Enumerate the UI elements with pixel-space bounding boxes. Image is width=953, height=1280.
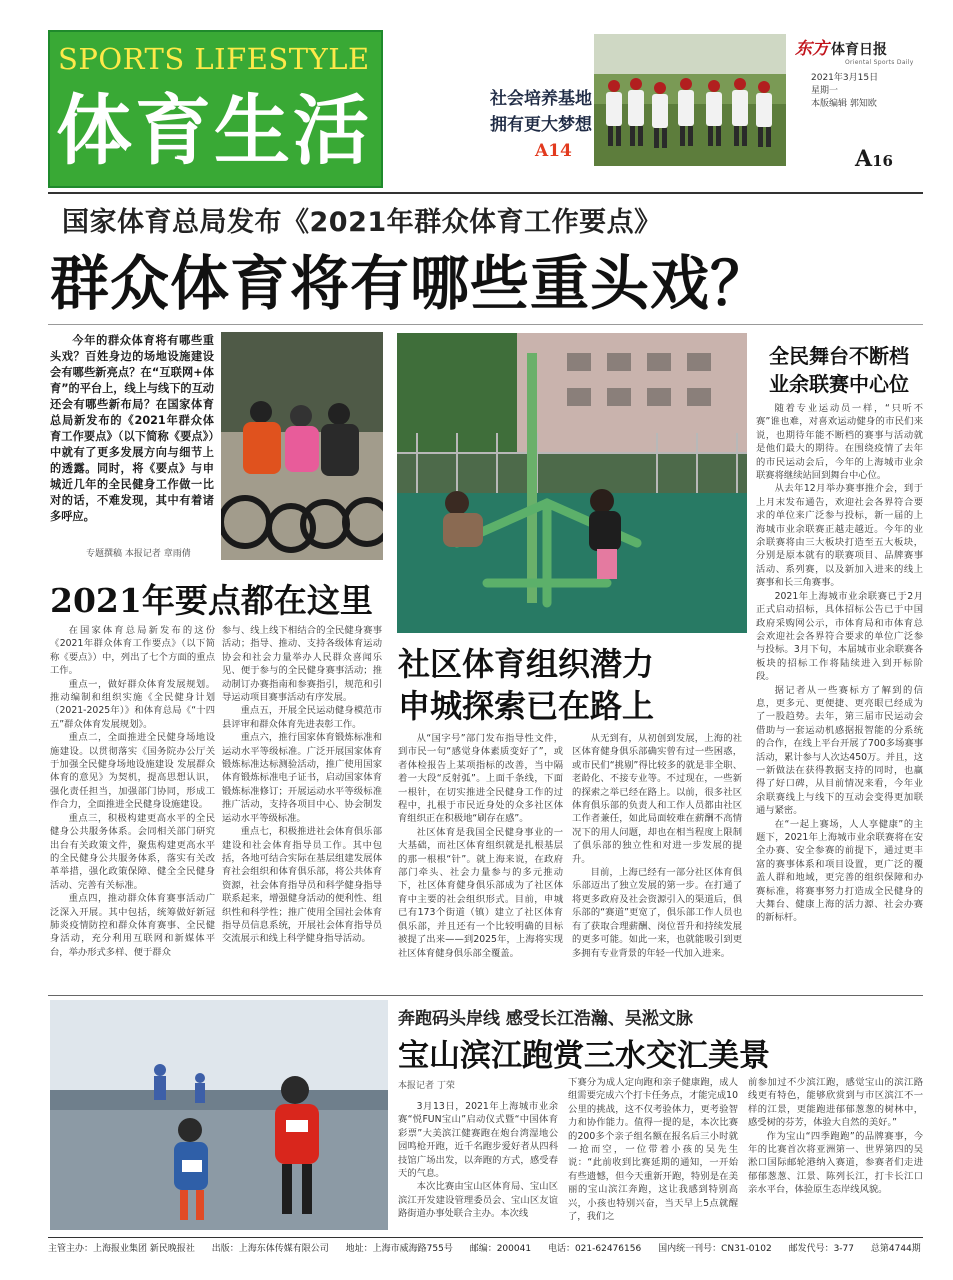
teaser-block[interactable] (392, 86, 592, 138)
top-divider (48, 192, 923, 194)
photo-runners (50, 1000, 388, 1230)
footer-postcode: 邮编：200041 (469, 1244, 532, 1254)
footer (48, 1241, 923, 1254)
section4-column-1 (398, 1100, 558, 1221)
paper-editors: 本版编辑 郭知欧 (811, 99, 877, 109)
paragraph: 3月13日，2021年上海城市业余赛“悦FUN宝山”启动仪式暨“中国体育彩票”大美滨江健赛跑在炮台湾湿地公园鸣枪开跑，近千名跑步爱好者从四科技馆广场出发，以奔跑的方式，感受春天的气息。 (398, 1101, 558, 1180)
paragraph: 在国家体育总局新发布的这份《2021年群众体育工作要点》（以下简称《要点》）中，列出了七个方面的重点工作。 (50, 625, 215, 677)
paragraph: 从去年12月举办赛事推介会，到于上月末发布通告，欢迎社会各界符合要求的单位来广泛参与投标，新一届的上海城市业余联赛正越走越近。今年的业余联赛将由三大板块打造至五大板块，分别是原本就有的联赛项目、品牌赛事活动、系列赛，以及新加入进来的线上赛事和长三角赛事。 (756, 483, 923, 589)
intro-text: 今年的群众体育将有哪些重头戏？百姓身边的场地设施建设会有哪些新亮点？在“互联网+体育”的平台上，线上与线下的互动还会有哪些新布局？在国家体育总局新发布的《2021年群众体育工作要点》（以下简称《要点》）中就有了更多发展方向与细节上的透露。同时，将《要点》与申城近几年的全民健身工作做一比对的话，不难发现，其中有着诸多呼应。 (50, 334, 214, 523)
paragraph: 重点五，开展全民运动健身模范市县评审和群众体育先进表彰工作。 (222, 705, 382, 730)
paragraph: 从无到有，从初创到发展，上海的社区体育健身俱乐部确实曾有过一些困惑，或市民们“挑剔”得比较多的就是非全职、老龄化、不接专业等。不过现在，一些新的探索之举已经在路上。以前，很多社区体育俱乐部的负责人和工作人员都由社区工作者兼任，如此局面较难在薪酬不高情况下的用人问题，却也在相当程度上限制了俱乐部的独立性和对进一步发展的提升。 (572, 733, 742, 865)
section1-title: 2021年要点都在这里 (50, 581, 373, 620)
page-letter: A (855, 146, 873, 172)
footer-postal-code: 邮发代号：3-77 (788, 1244, 854, 1254)
photo-community-fitness (397, 333, 747, 633)
paragraph: 参与、线上线下相结合的全民健身赛事活动；指导、推动、支持各级体育运动协会和社会力量举办人民群众喜闻乐见、便于参与的全民健身赛事活动；推动制订办赛指南和参赛指引，规范和引导运动项目赛事活动有序发展。 (222, 625, 382, 704)
section4-byline: 本报记者 丁荣 (398, 1081, 455, 1091)
paper-logo (795, 34, 925, 59)
masthead-chinese-title: 体育生活 (56, 86, 372, 175)
paragraph: 重点四，推动群众体育赛事活动广泛深入开展。其中包括，统筹做好新冠肺炎疫情防控和群众体育赛事、全民健身活动，充分利用互联网和新媒体平台，举办形式多样、便于群众 (50, 893, 215, 958)
headline-divider (48, 324, 923, 325)
intro-byline: 专题撰稿 本报记者 章雨倩 (86, 549, 191, 559)
section2-column-2 (572, 732, 742, 960)
masthead-english-title: SPORTS LIFESTYLE (58, 42, 370, 76)
paper-weekday: 星期一 (811, 86, 839, 96)
paragraph: 本次比赛由宝山区体育局、宝山区滨江开发建设管理委员会、宝山区友谊路街道办事处联合主办。本次线 (398, 1181, 558, 1220)
paragraph: 从“国字号”部门发布指导性文件，到市民一句“感觉身体素质变好了”，或者体检报告上某项指标的改善，当中隔着一大段“反射弧”。上面千条线，下面一根针，在切实推进全民健身工作的过程中，扎根于市民近身处的众多社区体育组织正在积极地“刷存在感”。 (398, 733, 563, 825)
teaser-line-1: 社会培养基地 (490, 89, 592, 109)
paragraph: 在“一起上赛场，人人享健康”的主题下，2021年上海城市业余联赛将在安全办赛、安全参赛的前提下，通过更丰富的赛事体系和项目设置，更广泛的覆盖人群和地域，更完善的组织保障和办赛标准，将赛事努力打造成全民健身的大舞台、健康上海的活力源、社会办赛的新标杆。 (756, 818, 923, 924)
section4-kicker: 奔跑码头岸线 感受长江浩瀚、吴淞文脉 (398, 1009, 693, 1029)
paper-info (795, 34, 925, 111)
section3-title-line-1: 全民舞台不断档 (769, 344, 909, 368)
teaser-line-2: 拥有更大梦想 (490, 115, 592, 135)
section2-title-line-1: 社区体育组织潜力 (398, 645, 655, 683)
section1-column-2 (222, 624, 382, 946)
footer-divider (48, 1237, 923, 1238)
section4-column-3 (748, 1076, 923, 1197)
footer-publisher: 主管主办：上海报业集团 新民晚报社 (48, 1244, 195, 1254)
paragraph: 前参加过不少滨江跑，感觉宝山的滨江路线更有特色，能够欣赏到与市区滨江不一样的江景，更能跑进郁郁葱葱的树林中，感受树的芬芳，体验大自然的美好。” (748, 1077, 923, 1129)
main-headline: 群众体育将有哪些重头戏？ (50, 249, 771, 318)
masthead (48, 30, 383, 188)
paragraph: 目前，上海已经有一部分社区体育俱乐部迈出了独立发展的第一步。在打通了将更多政府及社会资源引入的渠道后，俱乐部的“赛道”更宽了，俱乐部工作人员也有了获取合理薪酬、岗位晋升和持续发展的更多可能。如此一来，也就能吸引到更多拥有专业背景的年轻一代加入进来。 (572, 867, 742, 959)
bottom-divider (48, 995, 923, 996)
page-digits: 16 (872, 152, 893, 170)
section3-title-line-2: 业余联赛中心位 (769, 372, 909, 396)
photo-cyclists (221, 332, 383, 560)
footer-printer: 出版：上海东体传媒有限公司 (211, 1244, 329, 1254)
headline-kicker: 国家体育总局发布《2021年群众体育工作要点》 (62, 207, 662, 238)
paragraph: 重点七，积极推进社会体育俱乐部建设和社会体育指导员工作。其中包括，各地可结合实际在基层组建发展体育社会组织和体育俱乐部，将公共体育资源，社会体育指导员和科学健身指导联系起来，增强健身活动的便利性、组织性和科学性；推广使用全国社会体育指导员信息系统，开展社会体育指导员交流展示和线上科学健身指导活动。 (222, 826, 382, 945)
paragraph: 作为宝山“四季跑跑”的品牌赛事，今年的比赛首次将亚洲第一、世界第四的吴淞口国际邮轮港纳入赛道，参赛者们走进郁郁葱葱、江景、陈列长江，打卡长江口亲水平台，体验原生态岸线风貌。 (748, 1130, 923, 1196)
paragraph: 据记者从一些赛标方了解到的信息，更多元、更便捷、更亮眼已经成为了一股趋势。去年，第三届市民运动会借助与一套运动机感据报智能的分系统的合作，在线上平台开展了700多场赛事活动，累计参与人次达450万。并且，这一新做法在获得教据支持的同时，也赢得了好口碑，从目前情况来看，今年业余联赛线上与线下的互动会变得更加联通与紧密。 (756, 684, 923, 817)
paragraph: 随着专业运动员一样，“只听不赛”谁也难，对喜欢运动健身的市民们来说，也期待年能不断档的赛事与活动就是他们最大的期待。在围绕疫情了去年的市民运动会后，今年的上海城市业余联赛将继续站回到舞台中心位。 (756, 403, 923, 482)
paper-logo-subtitle: Oriental Sports Daily (845, 59, 914, 66)
section3-title (755, 342, 923, 398)
teaser-page-ref[interactable]: A14 (535, 141, 572, 161)
paragraph: 社区体育是我国全民健身事业的一大基础，而社区体育组织就是扎根基层的那一根根“针”。就上海来说，在政府部门牵头、社会力量参与的多元推动下，社区体育健身俱乐部成为了社区体育中主要的社会组织形式。目前，申城已有173个街道（镇）建立了社区体育俱乐部，并且还有一个比较明确的目标被提了出来——到2025年，上海将实现社区体育健身俱乐部全覆盖。 (398, 826, 563, 959)
section2-column-1 (398, 732, 563, 960)
footer-phone: 电话：021-62476156 (547, 1244, 642, 1254)
paper-logo-mark: 东方 (795, 39, 829, 59)
teaser-photo-baseball-kids (594, 34, 786, 166)
footer-address: 地址：上海市威海路755号 (345, 1244, 453, 1254)
paper-date: 2021年3月15日 (811, 73, 879, 83)
section2-title (398, 643, 748, 727)
section4-column-2 (568, 1076, 738, 1223)
footer-issn: 国内统一刊号：CN31-0102 (658, 1244, 772, 1254)
section2-title-line-2: 申城探索已在路上 (398, 687, 655, 725)
paragraph: 2021年上海城市业余联赛已于2月正式启动招标，具体招标公告已于中国政府采购网公示，市体育局和市体育总会欢迎社会各界符合要求的单位广泛参与投标。3月下旬，本届城市业余联赛各板块的招标工作将陆续进入到开标阶段。 (756, 590, 923, 683)
paragraph: 重点三，积极构建更高水平的全民健身公共服务体系。会同相关部门研究出台有关政策文件，聚焦构建更高水平的全民健身公共服务体系，落实有关改革举措，强化政策保障、健全全民健身活动、完善有关标准。 (50, 812, 215, 891)
paragraph: 重点二，全面推进全民健身场地设施建设。以贯彻落实《国务院办公厅关于加强全民健身场地设施建设 发展群众体育的意见》为契机，提高思想认识，强化责任担当，加强部门协同，形成工作合力，全面推进全民健身设施建设。 (50, 732, 215, 811)
footer-issue: 总第4744期 (870, 1244, 921, 1254)
section3-column (756, 402, 923, 925)
section1-column-1 (50, 624, 215, 959)
paragraph: 下赛分为成人定向跑和亲子健康跑，成人组需要完成六个打卡任务点，才能完成10公里的挑战，这不仅考验体力，更考验智力和协作能力。值得一提的是，本次比赛的200多个亲子组名额在报名后三小时就一抢而空，一位带着小孩的吴先生说：“此前收到比赛延期的通知，一开始有些遗憾，但今天重新开跑，特别是在美丽的宝山滨江奔跑，这让我感到特别高兴，小孩也特别兴奋，当天早上5点就醒了，我们之 (568, 1077, 738, 1223)
paragraph: 重点一，做好群众体育发展规划。推动编制和组织实施《全民健身计划（2021-2025年）》和体育总局《“十四五”群众体育发展规划》。 (50, 678, 215, 730)
page-number (855, 146, 893, 172)
section4-title: 宝山滨江跑赏三水交汇美景 (398, 1038, 770, 1074)
paragraph: 重点六，推行国家体育锻炼标准和运动水平等级标准。广泛开展国家体育锻炼标准达标测验活动，推广使用国家体育锻炼标准电子证书，启动国家体育锻炼标准修订；开展运动水平等级标准推广活动，支持各项目中心、协会制发运动水平等级标准。 (222, 732, 382, 824)
paper-logo-name: 体育日报 (831, 42, 887, 58)
